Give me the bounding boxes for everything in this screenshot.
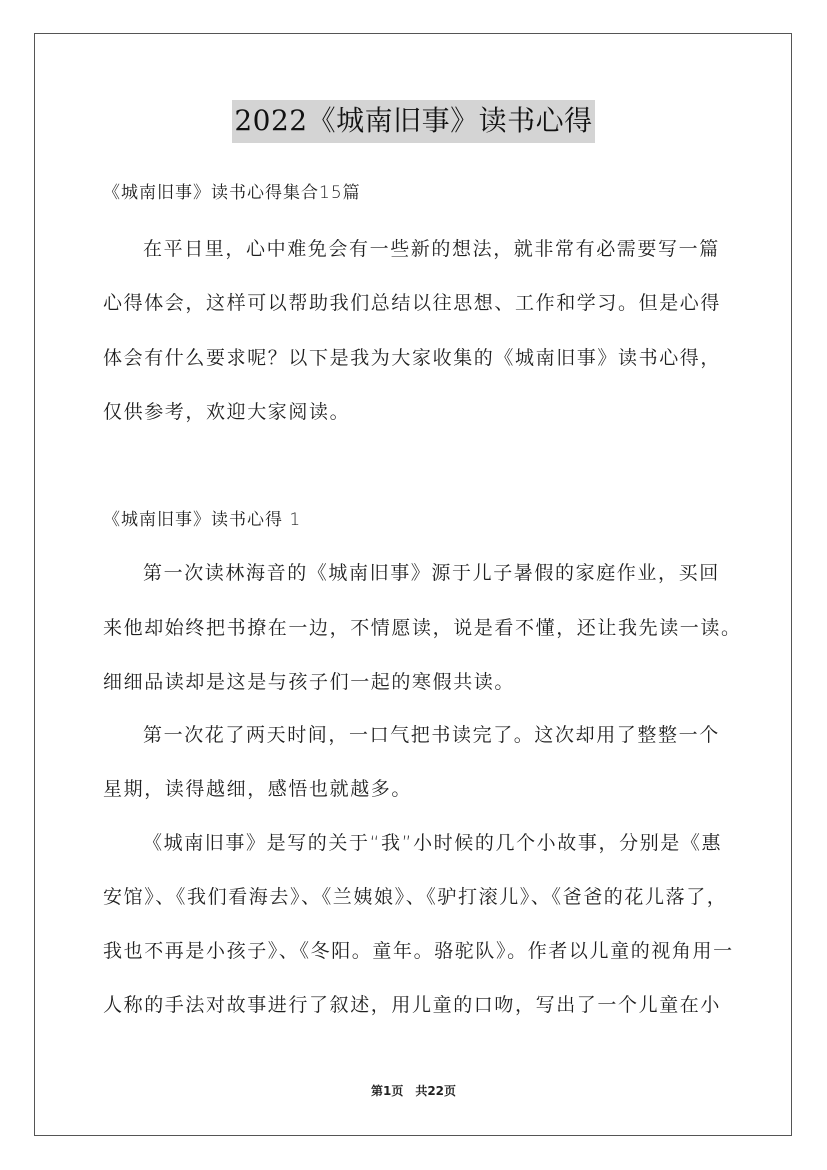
document-subtitle: 《城南旧事》读书心得集合15篇 [103, 183, 361, 203]
body-line: 细细品读却是这是与孩子们一起的寒假共读。 [103, 671, 516, 693]
document-title [0, 100, 827, 143]
document-title-text: 2022《城南旧事》读书心得 [232, 100, 594, 143]
intro-line: 心得体会，这样可以帮助我们总结以往思想、工作和学习。但是心得 [103, 292, 722, 314]
section-heading: 《城南旧事》读书心得 1 [103, 510, 302, 530]
body-line: 来他却始终把书撩在一边，不情愿读，说是看不懂，还让我先读一读。 [103, 617, 742, 639]
body-line: 第一次读林海音的《城南旧事》源于儿子暑假的家庭作业，买回 [143, 562, 720, 584]
page-number-footer: 第1页 共22页 [370, 1084, 457, 1098]
body-line: 我也不再是小孩子》、《冬阳。童年。骆驼队》。作者以儿童的视角用一 [103, 940, 734, 962]
body-line: 第一次花了两天时间，一口气把书读完了。这次却用了整整一个 [143, 724, 720, 746]
body-line: 安馆》、《我们看海去》、《兰姨娘》、《驴打滚儿》、《爸爸的花儿落了， [103, 886, 728, 908]
body-line: 人称的手法对故事进行了叙述，用儿童的口吻，写出了一个儿童在小 [103, 994, 722, 1016]
intro-line: 仅供参考，欢迎大家阅读。 [103, 401, 351, 423]
intro-line: 体会有什么要求呢？以下是我为大家收集的《城南旧事》读书心得， [103, 347, 722, 369]
body-line: 《城南旧事》是写的关于“我”小时候的几个小故事，分别是《惠 [143, 832, 723, 854]
intro-line: 在平日里，心中难免会有一些新的想法，就非常有必需要写一篇 [143, 238, 720, 260]
body-line: 星期，读得越细，感悟也就越多。 [103, 778, 413, 800]
